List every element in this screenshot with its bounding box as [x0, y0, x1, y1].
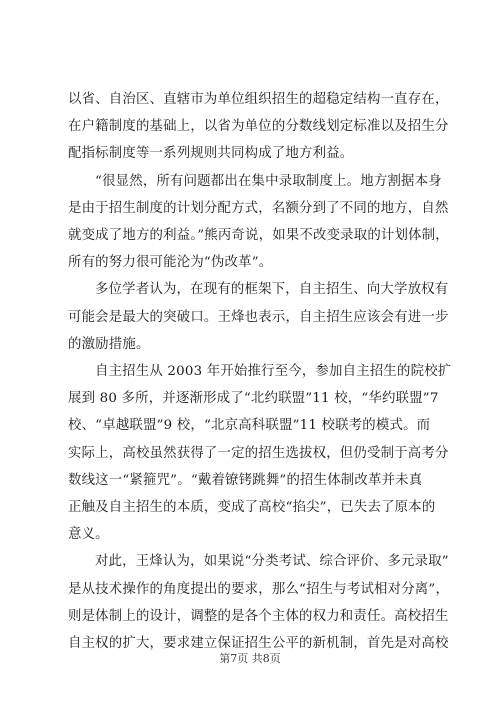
text-line: 配指标制度等一系列规则共同构成了地方利益。: [68, 146, 354, 162]
text-line: 的激励措施。: [68, 336, 150, 352]
page-footer: 第7页 共8页: [219, 652, 281, 665]
text-line: 是从技术操作的角度提出的要求，那么“招生与考试相对分离”，: [68, 581, 450, 597]
text-line: 自主招生从 2003 年开始推行至今，参加自主招生的院校扩: [95, 364, 452, 380]
text-line: 展到 80 多所，并逐渐形成了“北约联盟”11 校，“华约联盟”7: [68, 391, 439, 407]
paragraph: [68, 358, 452, 548]
paragraph: [68, 86, 449, 168]
text-line: “很显然，所有问题都出在集中录取制度上。地方割据本身: [95, 173, 442, 189]
text-line: 可能会是最大的突破口。王烽也表示，自主招生应该会有进一步: [68, 309, 449, 325]
text-line: 数线这一“紧箍咒”。“戴着镣铐跳舞”的招生体制改革并未真: [68, 472, 423, 488]
text-line: 则是体制上的设计，调整的是各个主体的权力和责任。高校招生: [68, 608, 449, 624]
text-line: 自主权的扩大，要求建立保证招生公平的新机制，首先是对高校: [68, 636, 449, 652]
text-line: 以省、自治区、直辖市为单位组织招生的超稳定结构一直存在，: [68, 92, 449, 107]
text-line: 多位学者认为，在现有的框架下，自主招生、向大学放权有: [95, 282, 449, 298]
text-line: 对此，王烽认为，如果说“分类考试、综合评价、多元录取”: [95, 554, 449, 570]
text-line: 校、“卓越联盟”9 校，“北京高科联盟”11 校联考的模式。而: [68, 418, 431, 434]
text-line: 意义。: [68, 527, 109, 543]
text-line: 在户籍制度的基础上，以省为单位的分数线划定标准以及招生分: [68, 119, 449, 135]
text-line: 正触及自主招生的本质，变成了高校“掐尖”，已失去了原本的: [68, 500, 436, 516]
text-line: 就变成了地方的利益。”熊丙奇说，如果不改变录取的计划体制，: [68, 228, 449, 244]
body-text: [68, 86, 452, 657]
text-line: 所有的努力很可能沦为“伪改革”。: [68, 255, 273, 271]
text-line: 是由于招生制度的计划分配方式，名额分到了不同的地方，自然: [68, 200, 449, 216]
paragraph: [68, 548, 450, 657]
paragraph: [68, 276, 449, 358]
paragraph: [68, 168, 449, 277]
text-line: 实际上，高校虽然获得了一定的招生选拔权，但仍受制于高考分: [68, 445, 449, 461]
